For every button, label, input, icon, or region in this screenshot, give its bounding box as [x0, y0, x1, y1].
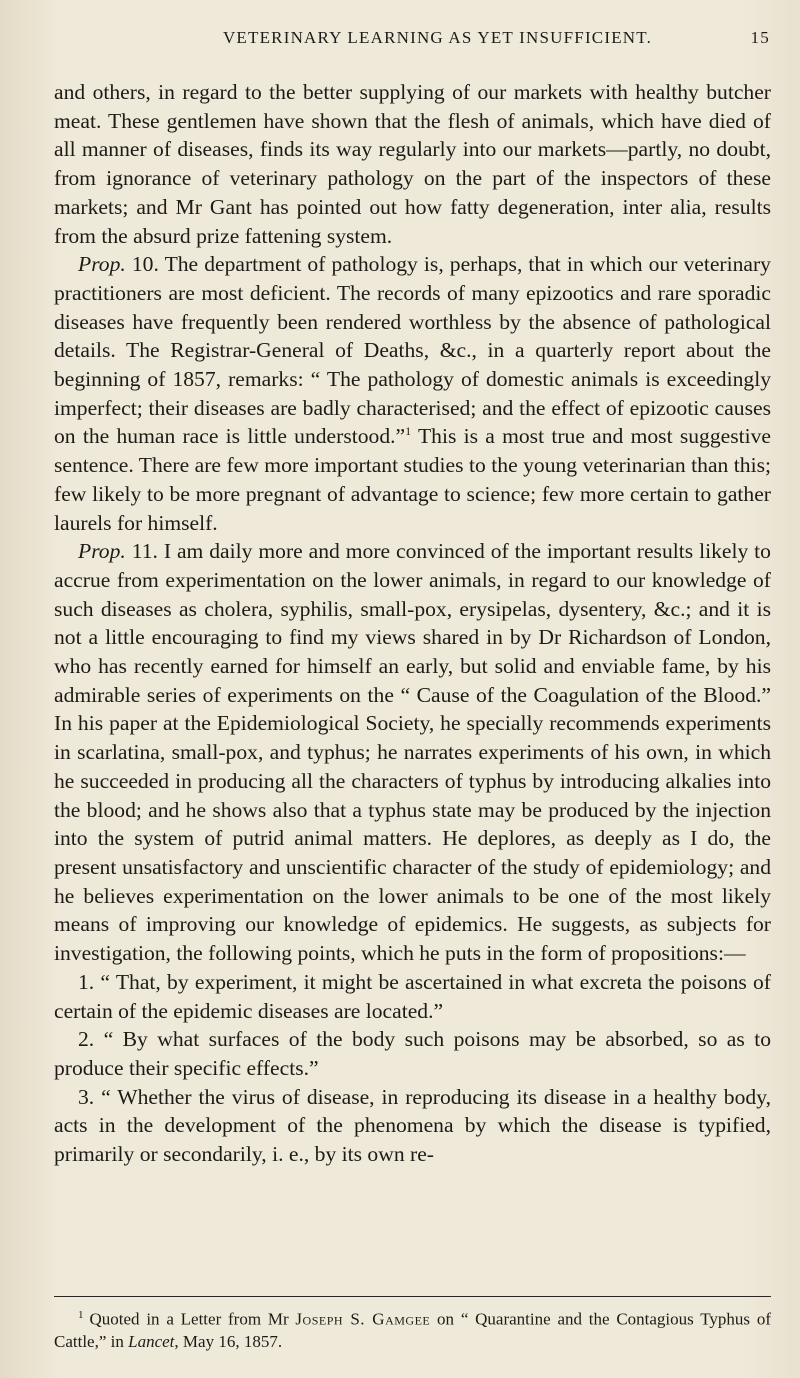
numbered-point-1: 1. “ That, by experiment, it might be ascertained in what excreta the poisons of certain of the epidemic diseases are located.”: [54, 969, 771, 1023]
footnote-text: on “ Quarantine and the Contagious Typhus of Cattle,” in: [54, 1309, 771, 1351]
prop-number: 10.: [131, 252, 159, 277]
numbered-point-3: 3. “ Whether the virus of disease, in reproducing its disease in a healthy body, acts in the development of the phenomena by which the disease is typified, primarily or secondarily, i. e., by its own re-: [54, 1084, 771, 1167]
paragraph-text: I am daily more and more convinced of the important results likely to accrue from experimentation on the lower animals, in regard to our knowledge of such diseases as cholera, syphilis, small-pox, erysipelas, dysentery, &c.; and it is not a little encouraging to find my views shared in by Dr Richardson of London, who has recently earned for himself an early, but solid and enviable fame, by his admirable series of experiments on the “ Cause of the Coagulation of the Blood.” In his paper at the Epidemiological Society, he specially recommends experiments in scarlatina, small-pox, and typhus; he narrates experiments of his own, in which he succeeded in producing all the characters of typhus by introducing alkalies into the blood; and he shows also that a typhus state may be produced by the injection into the system of putrid animal matters. He deplores, as deeply as I do, the present unsatisfactory and unscientific character of the study of epidemiology; and he believes experimentation on the lower animals to be one of the most likely means of improving our knowledge of epidemics. He suggests, as subjects for investigation, the following points, which he puts in the form of propositions:—: [54, 539, 771, 966]
footnote-text: Quoted in a Letter from Mr: [89, 1309, 296, 1329]
running-header: [105, 28, 770, 48]
footnote-author: Joseph S. Gamgee: [295, 1309, 431, 1329]
prop-number: 11.: [131, 539, 158, 564]
footnote-text: , May 16, 1857.: [174, 1331, 283, 1351]
paragraph-text: This is a most true and most suggestive sentence. There are few more important studies to the young veterinarian than this; few likely to be more pregnant of advantage to science; few more certain to gather laurels for himself.: [54, 424, 771, 535]
paragraph-prop-10: [54, 250, 771, 537]
footnote-number: 1: [78, 1309, 84, 1321]
paragraph-text: The department of pathology is, perhaps, that in which our veterinary practitioners are most deficient. The records of many epizootics and rare sporadic diseases have frequently been rendered worthless by the absence of pathological details. The Registrar-General of Deaths, &c., in a quarterly report about the beginning of 1857, remarks: “ The pathology of domestic animals is exceedingly imperfect; their diseases are badly characterised; and the effect of epizootic causes on the human race is little understood.”: [54, 252, 771, 449]
footnote-marker: 1: [405, 424, 412, 439]
footnote-divider: [54, 1296, 771, 1297]
paragraph-continuation: and others, in regard to the better supplying of our markets with healthy butcher meat. These gentlemen have shown that the flesh of animals, which have died of all manner of diseases, finds its way regularly into our markets—partly, no doubt, from ignorance of veterinary pathology on the part of the inspectors of these markets; and Mr Gant has pointed out how fatty degeneration, inter alia, results from the absurd prize fattening system.: [54, 80, 771, 248]
numbered-point-2: 2. “ By what surfaces of the body such poisons may be absorbed, so as to produce their specific effects.”: [54, 1027, 771, 1080]
footnote: [54, 1304, 771, 1353]
footnote-journal: Lancet: [128, 1331, 175, 1351]
prop-label: Prop.: [78, 539, 126, 564]
running-title: VETERINARY LEARNING AS YET INSUFFICIENT.: [222, 28, 653, 47]
paragraph-prop-11: [54, 537, 771, 968]
page-number: 15: [750, 28, 770, 47]
main-text: [54, 78, 771, 1169]
prop-label: Prop.: [78, 252, 126, 277]
